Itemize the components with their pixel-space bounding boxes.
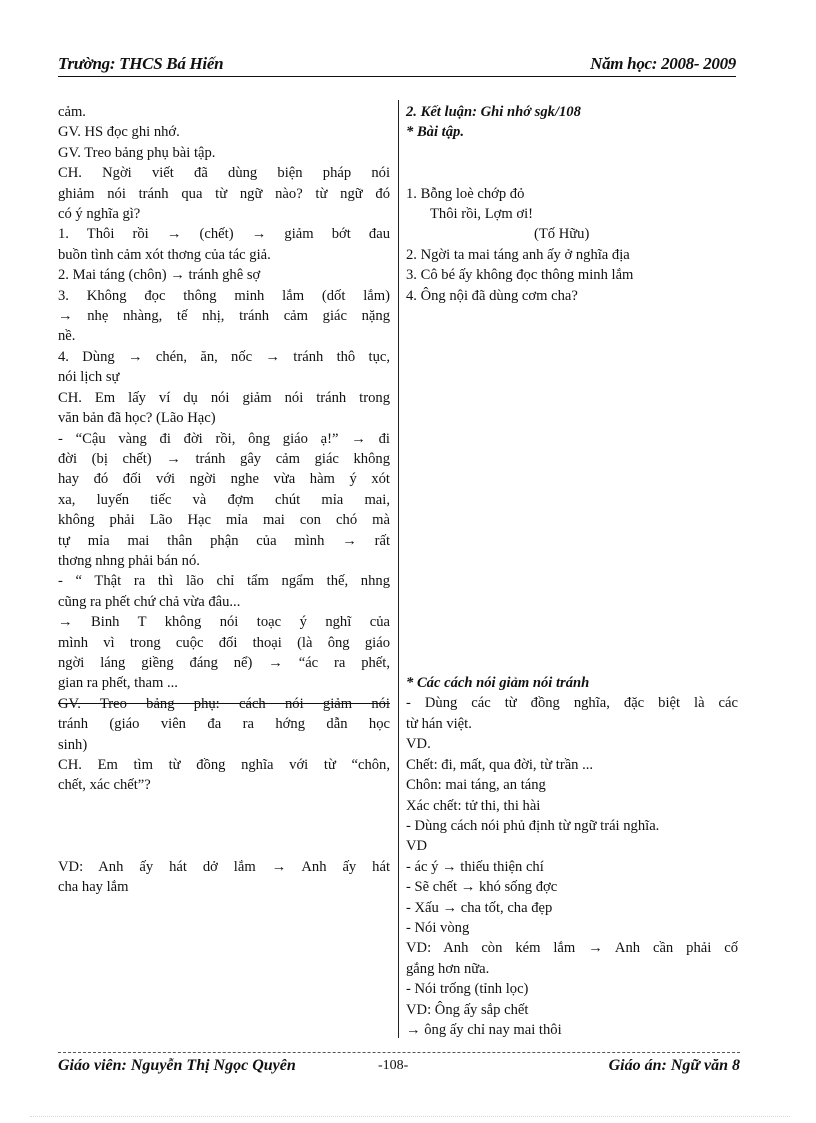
lesson-plan-title: Giáo án: Ngữ văn 8: [608, 1057, 740, 1074]
left-column-line: ngời láng giềng đáng nể) → “ác ra phết,: [58, 654, 390, 671]
bottom-dotted-rule: [30, 1116, 790, 1117]
right-column: [406, 102, 738, 1040]
right-column-line: (Tố Hữu): [534, 226, 590, 243]
left-column-line: - “Cậu vàng đi đời rồi, ông giáo ạ!” → đi: [58, 430, 390, 447]
right-column-blank-line: [406, 326, 738, 346]
left-column-line: cũng ra phết chứ chả vừa đâu...: [58, 593, 241, 610]
left-column-line: cha hay lắm: [58, 879, 129, 896]
left-column-line: tự mỉa mai thân phận của mình → rất: [58, 532, 390, 549]
left-column-line: GV. Treo bảng phụ: cách nói giảm nói: [58, 695, 390, 712]
school-name: Trường: THCS Bá Hiến: [58, 54, 224, 73]
right-column-blank-line: [406, 367, 738, 387]
right-column-blank-line: [406, 469, 738, 489]
left-column-line: không phải Lão Hạc mỉa mai con chó mà: [58, 512, 390, 529]
right-column-line: - Xấu → cha tốt, cha đẹp: [406, 899, 553, 916]
left-column-line: hay đó đối với ngời nghe vừa hàm ý xót: [58, 471, 390, 488]
right-column-blank-line: [406, 490, 738, 510]
left-column-line: sinh): [58, 736, 88, 753]
right-column-line: * Bài tập.: [406, 124, 464, 141]
right-column-blank-line: [406, 653, 738, 673]
left-column-line: → nhẹ nhàng, tế nhị, tránh cảm giác nặng: [58, 308, 390, 325]
left-column-blank-line: [58, 837, 390, 857]
page-footer: [58, 1052, 740, 1077]
right-column-blank-line: [406, 143, 738, 163]
right-column-line: - Dùng các từ đồng nghĩa, đặc biệt là các: [406, 695, 738, 712]
right-column-blank-line: [406, 551, 738, 571]
left-column-line: 3. Không đọc thông minh lắm (dốt lắm): [58, 287, 390, 304]
right-column-blank-line: [406, 388, 738, 408]
left-column-line: GV. HS đọc ghi nhớ.: [58, 124, 180, 141]
school-year: Năm học: 2008- 2009: [590, 54, 736, 73]
right-column-line: 2. Ngời ta mai táng anh ấy ở nghĩa địa: [406, 246, 630, 263]
left-column-line: CH. Em lấy ví dụ nói giảm nói tránh trong: [58, 389, 390, 406]
right-column-line: Chôn: mai táng, an táng: [406, 777, 546, 794]
left-column-line: CH. Ngời viết đã dùng biện pháp nói: [58, 165, 390, 182]
right-column-line: - ác ý → thiếu thiện chí: [406, 858, 544, 875]
left-column-line: mình vì trong cuộc đối thoại (là ông giáo: [58, 634, 390, 651]
right-column-line: → ông ấy chỉ nay mai thôi: [406, 1021, 562, 1038]
right-column-line: VD.: [406, 736, 431, 753]
right-column-line: gắng hơn nữa.: [406, 960, 490, 977]
right-column-line: - Dùng cách nói phủ định từ ngữ trái nghĩa.: [406, 817, 660, 834]
right-column-blank-line: [406, 530, 738, 550]
right-column-blank-line: [406, 408, 738, 428]
right-column-line: Chết: đi, mất, qua đời, từ trần ...: [406, 756, 594, 773]
left-column-line: thơng nhng phải bán nó.: [58, 552, 200, 569]
right-column-blank-line: [406, 571, 738, 591]
right-column-line: * Các cách nói giảm nói tránh: [406, 675, 590, 692]
right-column-line: - Nói trống (tỉnh lọc): [406, 981, 529, 998]
right-column-line: 3. Cô bé ấy không đọc thông minh lắm: [406, 267, 634, 284]
left-column-blank-line: [58, 816, 390, 836]
left-column-line: xa, luyến tiếc và đợm chút mỉa mai,: [58, 491, 390, 508]
left-column-line: tránh (giáo viên đa ra hớng dẫn học: [58, 716, 390, 733]
left-column-line: 2. Mai táng (chôn) → tránh ghê sợ: [58, 267, 261, 284]
left-column-line: CH. Em tìm từ đồng nghĩa với từ “chôn,: [58, 757, 390, 773]
left-column-line: cảm.: [58, 104, 86, 120]
left-column-line: - “ Thật ra thì lão chỉ tẩm ngẩm thế, nhng: [58, 573, 390, 590]
page-number: -108-: [378, 1058, 409, 1073]
page-header: [58, 52, 736, 77]
left-column-line: buồn tình cảm xót thơng của tác giả.: [58, 246, 271, 263]
right-column-blank-line: [406, 347, 738, 367]
right-column-line: - Nói vòng: [406, 919, 470, 936]
right-column-line: - Sẽ chết → khó sống đợc: [406, 879, 558, 896]
right-column-line: 1. Bỗng loè chớp đỏ: [406, 185, 525, 202]
right-column-line: VD: [406, 838, 428, 855]
teacher-name: Giáo viên: Nguyễn Thị Ngọc Quyên: [58, 1057, 296, 1074]
left-column-line: nề.: [58, 328, 76, 345]
left-column-line: chết, xác chết”?: [58, 777, 151, 794]
right-column-line: VD: Anh còn kém lắm → Anh cần phải cố: [406, 940, 738, 957]
left-column: [58, 102, 390, 898]
right-column-blank-line: [406, 632, 738, 652]
left-column-line: nói lịch sự: [58, 369, 120, 386]
column-divider: [398, 100, 399, 1038]
right-column-blank-line: [406, 510, 738, 530]
right-column-line: Thôi rồi, Lợm ơi!: [430, 206, 533, 222]
right-column-line: Xác chết: tử thi, thi hài: [406, 797, 541, 814]
left-column-line: ghiảm nói tránh qua từ ngữ nào? từ ngữ đó: [58, 185, 390, 202]
left-column-line: GV. Treo bảng phụ bài tập.: [58, 144, 216, 161]
left-column-blank-line: [58, 796, 390, 816]
right-column-blank-line: [406, 592, 738, 612]
left-column-line: đời (bị chết) → tránh gây cảm giác không: [58, 450, 390, 467]
left-column-line: → Binh T không nói toạc ý nghĩ của: [58, 614, 390, 631]
right-column-line: từ hán việt.: [406, 715, 472, 732]
left-column-line: 4. Dùng → chén, ăn, nốc → tránh thô tục,: [58, 348, 390, 365]
right-column-blank-line: [406, 428, 738, 448]
left-column-line: 1. Thôi rồi → (chết) → giảm bớt đau: [58, 226, 390, 243]
right-column-blank-line: [406, 163, 738, 183]
right-column-line: 4. Ông nội đã dùng cơm cha?: [406, 287, 578, 304]
left-column-line: văn bản đã học? (Lão Hạc): [58, 410, 216, 427]
left-column-line: có ý nghĩa gì?: [58, 206, 141, 223]
right-column-blank-line: [406, 449, 738, 469]
right-column-blank-line: [406, 306, 738, 326]
left-column-line: gian ra phết, tham ...: [58, 675, 178, 692]
right-column-line: VD: Ông ấy sắp chết: [406, 1001, 529, 1018]
right-column-line: 2. Kết luận: Ghi nhớ sgk/108: [406, 104, 581, 120]
right-column-blank-line: [406, 612, 738, 632]
left-column-line: VD: Anh ấy hát dở lắm → Anh ấy hát: [58, 858, 390, 875]
